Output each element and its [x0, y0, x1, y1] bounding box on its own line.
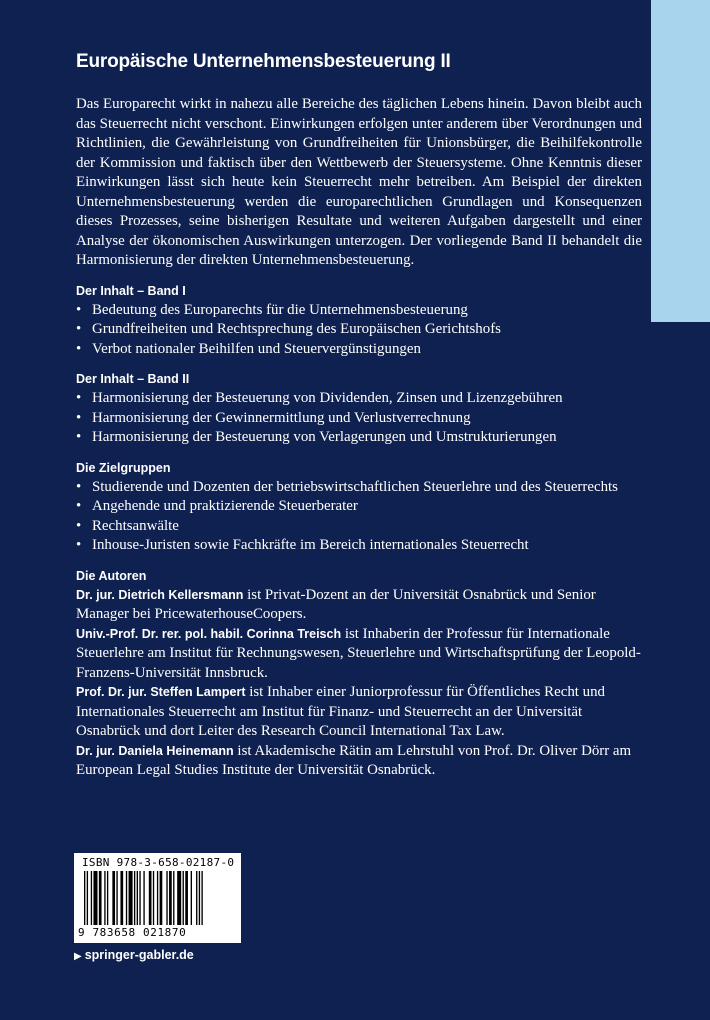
list-item: [76, 409, 642, 429]
author-entry: [76, 625, 642, 684]
author-bio: ist Akademische Rätin am Lehrstuhl von Prof. Dr. Oliver Dörr am European Legal Studies Institute der Universität Osnabrück.: [76, 742, 632, 778]
bullet-icon: •: [76, 340, 82, 357]
author-entry: [76, 742, 642, 781]
section-heading: Die Zielgruppen: [76, 460, 171, 475]
author-bio: ist Inhaberin der Professur für Internationale Steuerlehre am Institut für Rechnungswesen, Steuerlehre und Wirtschaftsprüfung der Leopold-Franzens-Universität Innsbruck.: [76, 625, 641, 681]
list-item-text: Studierende und Dozenten der betriebswirtschaftlichen Steuerlehre und des Steuerrechts: [92, 478, 618, 495]
publisher-url-text: springer-gabler.de: [84, 948, 194, 962]
bullet-list: [76, 301, 642, 360]
authors-heading: Die Autoren: [76, 568, 147, 583]
author-name: Dr. jur. Daniela Heinemann: [76, 743, 234, 758]
list-item: [76, 320, 642, 340]
list-item: [76, 497, 642, 517]
content-sections: [76, 283, 642, 556]
list-item: [76, 340, 642, 360]
publisher-url[interactable]: [74, 948, 194, 962]
arrow-right-icon: ▶: [74, 951, 82, 962]
author-bio: ist Privat-Dozent an der Universität Osnabrück und Senior Manager bei PricewaterhouseCoopers.: [76, 586, 596, 622]
author-entry: [76, 586, 642, 625]
isbn-label: ISBN 978-3-658-02187-0: [82, 856, 235, 869]
list-item: [76, 536, 642, 556]
list-item-text: Harmonisierung der Gewinnermittlung und Verlustverrechnung: [92, 409, 471, 426]
isbn-barcode: [74, 853, 241, 943]
author-entry: [76, 683, 642, 742]
list-item-text: Harmonisierung der Besteuerung von Verlagerungen und Umstrukturierungen: [92, 429, 557, 445]
list-item: [76, 389, 642, 409]
author-name: Dr. jur. Dietrich Kellersmann: [76, 587, 244, 602]
list-item-text: Inhouse-Juristen sowie Fachkräfte im Bereich internationales Steuerrecht: [92, 537, 529, 553]
list-item: [76, 428, 642, 448]
intro-paragraph: Das Europarecht wirkt in nahezu alle Bereiche des täglichen Lebens hinein. Davon bleibt auch das Steuerrecht nicht verschont. Einwirkungen erfolgen unter anderem über Verordnungen und Richtlinien, die Gewährleistung von Grundfreiheiten für Unionsbürger, die Beihilfekontrolle der Kommission und faktisch über den Wettbewerb der Steuersysteme. Ohne Kenntnis dieser Einwirkungen lässt sich heute kein Steuerrecht mehr betreiben. Am Beispiel der direkten Unternehmensbesteuerung werden die europarechtlichen Grundlagen und Konsequenzen dieses Prozesses, seine bisherigen Resultate und weiteren Aufgaben dargestellt und einer Analyse der ökonomischen Auswirkungen unterzogen. Der vorliegende Band II behandelt die Harmonisierung der direkten Unternehmensbesteuerung.: [76, 96, 642, 268]
authors-list: [76, 586, 642, 781]
author-bio: ist Inhaber einer Juniorprofessur für Öffentliches Recht und Internationales Steuerrecht am Institut für Finanz- und Steuerrecht an der Universität Osnabrück und dort Leiter des Research Council International Tax Law.: [76, 684, 605, 739]
list-item: [76, 301, 642, 321]
bullet-icon: •: [76, 409, 82, 426]
list-item-text: Rechtsanwälte: [92, 517, 179, 534]
section-heading: Der Inhalt – Band II: [76, 372, 190, 386]
accent-color-block: [651, 0, 710, 322]
bullet-icon: •: [76, 478, 82, 495]
barcode-digits: 9 783658 021870: [78, 926, 187, 939]
list-item-text: Angehende und praktizierende Steuerberater: [92, 498, 358, 514]
barcode-bars: [80, 871, 234, 925]
bullet-icon: •: [76, 498, 82, 514]
bullet-icon: •: [76, 429, 82, 445]
bullet-icon: •: [76, 390, 82, 406]
list-item: [76, 478, 642, 498]
section-heading: Der Inhalt – Band I: [76, 283, 186, 298]
list-item-text: Bedeutung des Europarechts für die Unternehmensbesteuerung: [92, 301, 468, 318]
bullet-icon: •: [76, 301, 82, 318]
book-title: Europäische Unternehmensbesteuerung II: [76, 51, 451, 72]
bullet-icon: •: [76, 517, 82, 534]
list-item-text: Verbot nationaler Beihilfen und Steuervergünstigungen: [92, 340, 421, 357]
bullet-list: [76, 389, 642, 448]
list-item-text: Grundfreiheiten und Rechtsprechung des Europäischen Gerichtshofs: [92, 321, 501, 337]
back-cover-content: [76, 50, 642, 781]
list-item: [76, 517, 642, 537]
author-name: Prof. Dr. jur. Steffen Lampert: [76, 685, 246, 699]
bullet-list: [76, 478, 642, 556]
bullet-icon: •: [76, 537, 82, 553]
author-name: Univ.-Prof. Dr. rer. pol. habil. Corinna Treisch: [76, 626, 342, 641]
bullet-icon: •: [76, 321, 82, 337]
list-item-text: Harmonisierung der Besteuerung von Dividenden, Zinsen und Lizenzgebühren: [92, 390, 563, 406]
